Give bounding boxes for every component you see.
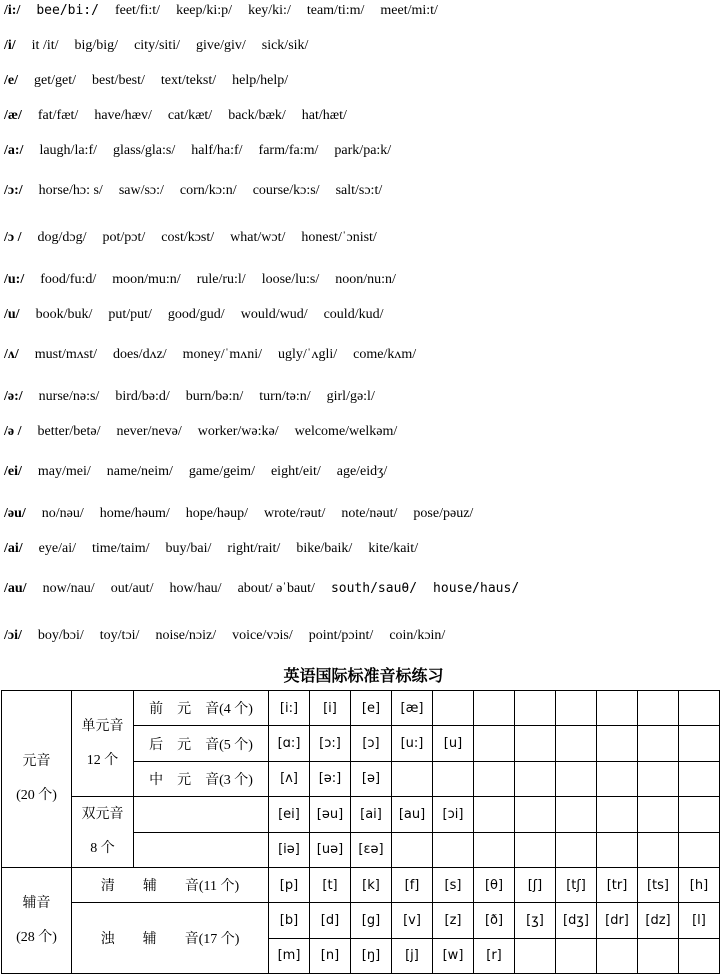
- example-word: best/best/: [92, 73, 145, 88]
- phonetic-cell: [m]: [269, 938, 310, 973]
- diphthong-blank-cell: [134, 832, 269, 867]
- phonetic-cell: [474, 797, 515, 832]
- phonetic-line: [4, 107, 347, 125]
- example-word: eye/ai/: [38, 541, 76, 556]
- example-word: meet/mi:t/: [380, 3, 438, 18]
- phonetic-cell: [597, 761, 638, 796]
- example-word: give/giv/: [195, 38, 246, 53]
- phonetic-cell: [433, 691, 474, 726]
- phonetic-symbol: /ei/: [4, 464, 22, 479]
- phonetic-line: [4, 505, 473, 523]
- example-word: bird/bə:d/: [115, 389, 170, 404]
- phonetic-cell: [515, 726, 556, 761]
- front-vowel-label: 前 元 音(4 个): [134, 691, 269, 726]
- phonetic-cell: [556, 726, 597, 761]
- phonetic-cell: [392, 832, 433, 867]
- diphthong-cell: [72, 797, 134, 868]
- example-word: team/ti:m/: [306, 3, 365, 18]
- phonetic-cell: [r]: [474, 938, 515, 973]
- phonetic-cell: [392, 761, 433, 796]
- example-word: never/nevə/: [116, 424, 182, 439]
- phonetic-cell: [dr]: [597, 903, 638, 938]
- example-word: cost/kɔst/: [161, 230, 215, 245]
- example-word: noon/nu:n/: [335, 272, 396, 287]
- phonetic-cell: [556, 761, 597, 796]
- vowel-count: (20 个): [16, 787, 57, 803]
- example-word: how/hau/: [169, 581, 222, 596]
- example-word: girl/gə:l/: [326, 389, 375, 404]
- page-title: 英语国际标准音标练习: [283, 666, 444, 685]
- phonetic-cell: [dz]: [638, 903, 679, 938]
- example-word: note/nəut/: [341, 506, 398, 521]
- phonetic-cell: [638, 832, 679, 867]
- phonetic-cell: [au]: [392, 797, 433, 832]
- phonetic-cell: [ŋ]: [351, 938, 392, 973]
- phonetic-cell: [θ]: [474, 867, 515, 902]
- phonetic-cell: [ai]: [351, 797, 392, 832]
- example-word: farm/fa:m/: [258, 143, 319, 158]
- diphthong-count: 8 个: [90, 841, 115, 857]
- monophthong-count: 12 个: [86, 752, 119, 768]
- example-word: salt/sɔ:t/: [335, 183, 383, 198]
- example-word: worker/wə:kə/: [197, 424, 279, 439]
- example-word: glass/gla:s/: [113, 143, 176, 158]
- example-word: feet/fi:t/: [114, 3, 161, 18]
- phonetic-cell: [ɑ:]: [269, 726, 310, 761]
- example-word: come/kʌm/: [353, 347, 417, 362]
- voiced-consonant-label: 浊 辅 音(17 个): [72, 903, 269, 974]
- phonetic-line: [4, 306, 383, 324]
- example-word: burn/bə:n/: [185, 389, 244, 404]
- phonetic-cell: [f]: [392, 867, 433, 902]
- diphthong-label: 双元音: [81, 807, 124, 823]
- example-word: half/ha:f/: [191, 143, 243, 158]
- phonetic-cell: [u]: [433, 726, 474, 761]
- phonetic-cell: [597, 832, 638, 867]
- phonetic-cell: [597, 797, 638, 832]
- example-word: may/mei/: [37, 464, 91, 479]
- phonetic-cell: [tr]: [597, 867, 638, 902]
- phonetic-cell: [p]: [269, 867, 310, 902]
- example-word: house/haus/: [433, 581, 520, 596]
- example-word: fat/fæt/: [37, 108, 79, 123]
- phonetic-cell: [ð]: [474, 903, 515, 938]
- example-word: bee/bi:/: [36, 3, 99, 18]
- example-word: corn/kɔ:n/: [179, 183, 237, 198]
- phonetic-cell: [s]: [433, 867, 474, 902]
- phonetic-symbol: /i:/: [4, 3, 21, 18]
- example-word: name/neim/: [106, 464, 173, 479]
- phonetic-line: [4, 271, 396, 289]
- example-word: south/sauθ/: [330, 581, 418, 596]
- phonetic-cell: [515, 938, 556, 973]
- phonetic-line: [4, 388, 375, 406]
- example-word: moon/mu:n/: [112, 272, 181, 287]
- example-word: no/nəu/: [41, 506, 84, 521]
- phonetic-cell: [597, 938, 638, 973]
- example-word: money/ˈmʌni/: [182, 347, 262, 362]
- example-word: rule/ru:l/: [196, 272, 246, 287]
- phonetic-cell: [ɔi]: [433, 797, 474, 832]
- example-word: key/ki:/: [248, 3, 291, 18]
- example-word: welcome/welkəm/: [294, 424, 398, 439]
- example-word: park/pa:k/: [334, 143, 392, 158]
- phonetic-cell: [g]: [351, 903, 392, 938]
- consonant-category-cell: [2, 867, 72, 973]
- phonetic-cell: [474, 691, 515, 726]
- phonetic-cell: [k]: [351, 867, 392, 902]
- example-word: game/geim/: [188, 464, 255, 479]
- phonetic-symbol: /ɔ /: [4, 230, 22, 245]
- example-word: dog/dɔg/: [37, 230, 87, 245]
- example-word: coin/kɔin/: [389, 628, 446, 643]
- phonetic-line: [4, 423, 397, 441]
- consonant-label: 辅音: [22, 895, 51, 911]
- example-word: city/siti/: [134, 38, 180, 53]
- phonetic-cell: [597, 726, 638, 761]
- example-word: what/wɔt/: [230, 230, 286, 245]
- diphthong-blank-cell: [134, 797, 269, 832]
- example-word: have/hæv/: [94, 108, 152, 123]
- example-word: out/aut/: [110, 581, 154, 596]
- example-word: could/kud/: [323, 307, 384, 322]
- monophthong-cell: [72, 691, 134, 797]
- phonetic-cell: [638, 726, 679, 761]
- phonetic-line: [4, 580, 519, 598]
- example-word: honest/ˈɔnist/: [301, 230, 377, 245]
- phonetic-symbol: /ə:/: [4, 389, 23, 404]
- example-word: about/ əˈbaut/: [237, 581, 315, 596]
- phonetic-cell: [e]: [351, 691, 392, 726]
- voiceless-consonant-label: 清 辅 音(11 个): [72, 867, 269, 902]
- phonetic-cell: [z]: [433, 903, 474, 938]
- example-word: kite/kait/: [368, 541, 419, 556]
- example-word: boy/bɔi/: [37, 628, 84, 643]
- phonetic-symbol: /əu/: [4, 506, 26, 521]
- phonetic-cell: [dʒ]: [556, 903, 597, 938]
- phonetic-line: [4, 463, 387, 481]
- phonetic-cell: [556, 832, 597, 867]
- phonetic-cell: [iə]: [269, 832, 310, 867]
- example-word: turn/tə:n/: [259, 389, 311, 404]
- example-word: big/big/: [74, 38, 119, 53]
- example-word: good/gud/: [167, 307, 225, 322]
- phonetic-line: [4, 627, 445, 645]
- example-word: pose/pəuz/: [413, 506, 474, 521]
- example-word: must/mʌst/: [34, 347, 98, 362]
- phonetic-cell: [474, 832, 515, 867]
- example-word: saw/sɔ:/: [118, 183, 164, 198]
- example-word: wrote/rəut/: [264, 506, 326, 521]
- phonetic-symbol: /ə /: [4, 424, 22, 439]
- example-word: point/pɔint/: [308, 628, 374, 643]
- example-word: book/buk/: [35, 307, 93, 322]
- example-word: time/taim/: [91, 541, 150, 556]
- phonetic-cell: [uə]: [310, 832, 351, 867]
- consonant-count: (28 个): [16, 929, 57, 945]
- phonetic-symbol: /ɔ:/: [4, 183, 23, 198]
- phonetic-cell: [556, 938, 597, 973]
- phonetic-cell: [t]: [310, 867, 351, 902]
- phonetic-symbol: /u:/: [4, 272, 25, 287]
- example-word: would/wud/: [240, 307, 308, 322]
- phonetic-cell: [515, 761, 556, 796]
- phonetic-cell: [ʌ]: [269, 761, 310, 796]
- phonetic-cell: [638, 761, 679, 796]
- example-word: pot/pɔt/: [102, 230, 146, 245]
- example-word: buy/bai/: [165, 541, 212, 556]
- example-word: hat/hæt/: [301, 108, 347, 123]
- vowel-label: 元音: [22, 753, 51, 769]
- phonetic-cell: [ei]: [269, 797, 310, 832]
- phonetic-cell: [æ]: [392, 691, 433, 726]
- phonetic-line: [4, 346, 416, 364]
- phonetic-cell: [j]: [392, 938, 433, 973]
- phonetic-cell: [679, 761, 720, 796]
- phonetic-symbol: /ɔi/: [4, 628, 22, 643]
- example-word: bike/baik/: [296, 541, 353, 556]
- phonetic-cell: [638, 797, 679, 832]
- phonetic-cell: [556, 691, 597, 726]
- example-word: hope/həup/: [185, 506, 248, 521]
- example-word: toy/tɔi/: [99, 628, 140, 643]
- example-word: right/rait/: [227, 541, 281, 556]
- phonetic-cell: [433, 832, 474, 867]
- example-word: keep/ki:p/: [176, 3, 233, 18]
- example-word: better/betə/: [37, 424, 101, 439]
- phonetic-cell: [d]: [310, 903, 351, 938]
- phonetic-symbol: /ʌ/: [4, 347, 19, 362]
- phonetic-symbol: /a:/: [4, 143, 24, 158]
- phonetic-cell: [l]: [679, 903, 720, 938]
- monophthong-label: 单元音: [81, 718, 124, 734]
- example-word: sick/sik/: [261, 38, 309, 53]
- phonetic-symbol: /e/: [4, 73, 18, 88]
- example-word: voice/vɔis/: [232, 628, 293, 643]
- example-word: ugly/ˈʌgli/: [278, 347, 338, 362]
- phonetic-cell: [i:]: [269, 691, 310, 726]
- phonetic-cell: [εə]: [351, 832, 392, 867]
- phonetic-line: [4, 142, 391, 160]
- phonetic-cell: [679, 832, 720, 867]
- example-word: loose/lu:s/: [261, 272, 320, 287]
- example-word: horse/hɔ: s/: [38, 183, 103, 198]
- phonetic-cell: [515, 797, 556, 832]
- phonetic-cell: [ts]: [638, 867, 679, 902]
- example-word: nurse/nə:s/: [38, 389, 100, 404]
- phonetic-cell: [v]: [392, 903, 433, 938]
- phonetic-line: [4, 540, 418, 558]
- example-word: get/get/: [34, 73, 76, 88]
- phonetic-cell: [433, 761, 474, 796]
- example-word: put/put/: [108, 307, 152, 322]
- phonetic-line: [4, 229, 377, 247]
- phonetic-cell: [ʃ]: [515, 867, 556, 902]
- phonetic-symbol: /i/: [4, 38, 16, 53]
- example-word: help/help/: [232, 73, 289, 88]
- phonetic-line: [4, 37, 308, 55]
- example-word: home/həum/: [99, 506, 170, 521]
- example-word: cat/kæt/: [167, 108, 213, 123]
- phonetic-cell: [597, 691, 638, 726]
- phonetic-cell: [679, 938, 720, 973]
- phonetic-line: [4, 2, 438, 20]
- example-word: age/eidʒ/: [336, 464, 388, 479]
- phonetic-cell: [ɔ:]: [310, 726, 351, 761]
- example-word: now/nau/: [42, 581, 95, 596]
- example-word: does/dʌz/: [113, 347, 167, 362]
- phonetic-cell: [679, 726, 720, 761]
- example-word: back/bæk/: [228, 108, 286, 123]
- phonetic-cell: [474, 726, 515, 761]
- phonetic-cell: [556, 797, 597, 832]
- phonetic-cell: [h]: [679, 867, 720, 902]
- phonetic-cell: [679, 691, 720, 726]
- phonetic-line: [4, 72, 288, 90]
- phonetic-symbol: /u/: [4, 307, 20, 322]
- example-word: eight/eit/: [270, 464, 321, 479]
- phonetic-cell: [u:]: [392, 726, 433, 761]
- phonetic-line: [4, 182, 382, 200]
- example-word: course/kɔ:s/: [252, 183, 320, 198]
- phonetic-cell: [474, 761, 515, 796]
- phonetic-cell: [tʃ]: [556, 867, 597, 902]
- phonetic-cell: [515, 832, 556, 867]
- phonetic-symbol: /æ/: [4, 108, 22, 123]
- phonetic-cell: [ə]: [351, 761, 392, 796]
- phonetic-cell: [n]: [310, 938, 351, 973]
- phonetic-symbol: /ai/: [4, 541, 23, 556]
- phonetic-chart-table: [1, 690, 720, 974]
- phonetic-cell: [679, 797, 720, 832]
- example-word: it /it/: [31, 38, 59, 53]
- mid-vowel-label: 中 元 音(3 个): [134, 761, 269, 796]
- phonetic-symbol: /au/: [4, 581, 27, 596]
- phonetic-cell: [ə:]: [310, 761, 351, 796]
- phonetic-cell: [ɔ]: [351, 726, 392, 761]
- phonetic-cell: [638, 691, 679, 726]
- phonetic-cell: [i]: [310, 691, 351, 726]
- example-word: laugh/la:f/: [39, 143, 97, 158]
- vowel-category-cell: [2, 691, 72, 868]
- phonetic-cell: [b]: [269, 903, 310, 938]
- example-word: noise/nɔiz/: [155, 628, 217, 643]
- back-vowel-label: 后 元 音(5 个): [134, 726, 269, 761]
- phonetic-cell: [əu]: [310, 797, 351, 832]
- phonetic-cell: [515, 691, 556, 726]
- phonetic-cell: [w]: [433, 938, 474, 973]
- phonetic-cell: [638, 938, 679, 973]
- example-word: food/fu:d/: [40, 272, 97, 287]
- example-word: text/tekst/: [160, 73, 217, 88]
- phonetic-cell: [ʒ]: [515, 903, 556, 938]
